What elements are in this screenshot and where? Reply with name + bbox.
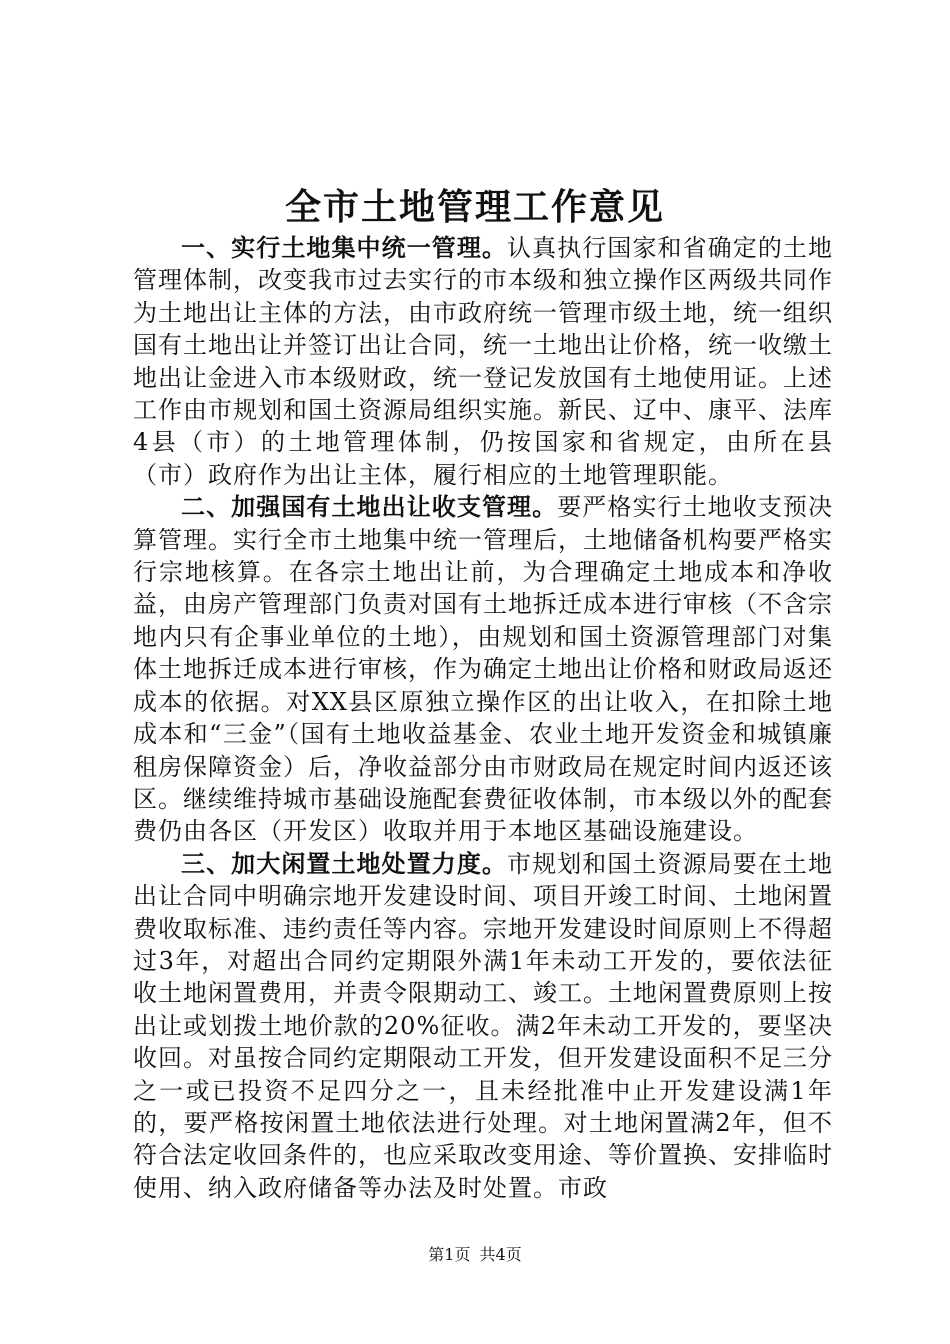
page-number: 第1页 xyxy=(428,1245,471,1264)
paragraph-3-text: 市规划和国土资源局要在土地出让合同中明确宗地开发建设时间、项目开竣工时间、土地闲置费收取标准、违约责任等内容。宗地开发建设时间原则上不得超过3年，对超出合同约定期限外满1年未动工开发的，要依法征收土地闲置费用，并责令限期动工、竣工。土地闲置费原则上按出让或划拨土地价款的20%征收。满2年未动工开发的，要坚决收回。对虽按合同约定期限动工开发，但开发建设面积不足三分之一或已投资不足四分之一，且未经批准中止开发建设满1年的，要严格按闲置土地依法进行处理。对土地闲置满2年，但不符合法定收回条件的，也应采取改变用途、等价置换、安排临时使用、纳入政府储备等办法及时处置。市政 xyxy=(133,849,834,1202)
document-title: 全市土地管理工作意见 xyxy=(284,187,665,228)
paragraph-1-text: 认真执行国家和省确定的土地管理体制，改变我市过去实行的市本级和独立操作区两级共同作为土地出让主体的方法，由市政府统一管理市级土地，统一组织国有土地出让并签订出让合同，统一土地出让价格，统一收缴土地出让金进入市本级财政，统一登记发放国有土地使用证。上述工作由市规划和国土资源局组织实施。新民、辽中、康平、法库4县（市）的土地管理体制，仍按国家和省规定，由所在县（市）政府作为出让主体，履行相应的土地管理职能。 xyxy=(133,234,834,489)
document-body xyxy=(133,232,833,1204)
paragraph-2 xyxy=(133,491,833,847)
paragraph-2-heading: 二、加强国有土地出让收支管理。 xyxy=(181,493,558,522)
paragraph-3 xyxy=(133,848,833,1204)
page-footer xyxy=(0,1244,950,1266)
paragraph-3-heading: 三、加大闲置土地处置力度。 xyxy=(181,849,508,878)
paragraph-2-text: 要严格实行土地收支预决算管理。实行全市土地集中统一管理后，土地储备机构要严格实行宗地核算。在各宗土地出让前，为合理确定土地成本和净收益，由房产管理部门负责对国有土地拆迁成本进行审核（不含宗地内只有企事业单位的土地），由规划和国土资源管理部门对集体土地拆迁成本进行审核，作为确定土地出让价格和财政局返还成本的依据。对XX县区原独立操作区的出让收入，在扣除土地成本和“三金”（国有土地收益基金、农业土地开发资金和城镇廉租房保障资金）后，净收益部分由市财政局在规定时间内返还该区。继续维持城市基础设施配套费征收体制，市本级以外的配套费仍由各区（开发区）收取并用于本地区基础设施建设。 xyxy=(133,493,834,846)
page-total: 共4页 xyxy=(479,1245,522,1264)
paragraph-1 xyxy=(133,232,833,491)
paragraph-1-heading: 一、实行土地集中统一管理。 xyxy=(181,234,508,262)
